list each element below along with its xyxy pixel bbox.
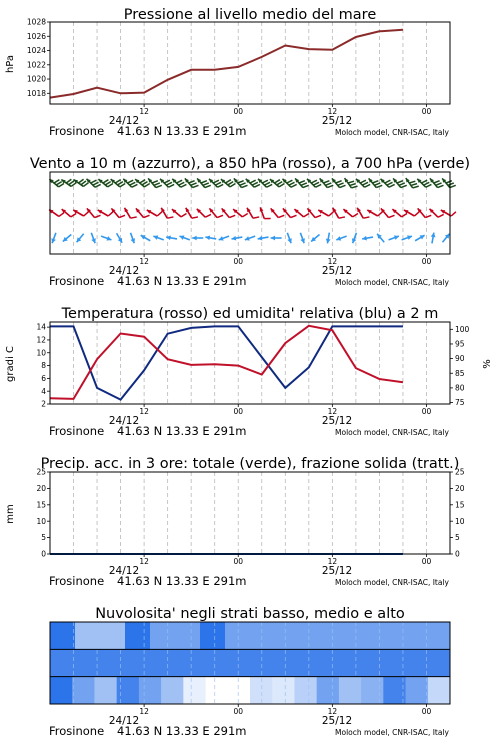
y-tick-label: 2 — [41, 399, 46, 409]
cloud-cell — [361, 677, 384, 704]
panel-3 — [5, 306, 493, 438]
x-tick-label: 00 — [233, 407, 244, 416]
cloud-cell — [425, 649, 451, 676]
y-tick-label: 8 — [41, 361, 46, 371]
y-tick-label: 5 — [41, 533, 46, 543]
y-tick-label: 6 — [41, 373, 46, 383]
cloud-cell — [139, 677, 162, 704]
y-tick-label: 20 — [455, 484, 465, 493]
cloud-cell — [339, 677, 362, 704]
x-tick-label: 12 — [327, 407, 338, 416]
location-coords: 41.63 N 13.33 E 291m — [117, 274, 247, 288]
x-tick-label: 00 — [421, 407, 432, 416]
model-credit: Moloch model, CNR-ISAC, Italy — [335, 428, 449, 437]
cloud-cell — [228, 677, 251, 704]
cloud-cell — [294, 677, 317, 704]
cloud-cell — [50, 677, 73, 704]
y-tick-label: 10 — [36, 516, 46, 526]
y-tick-label: 5 — [455, 533, 460, 543]
x-tick-label: 00 — [421, 707, 432, 716]
cloud-cell — [200, 622, 226, 649]
y-tick-label: 14 — [36, 322, 46, 332]
y-tick-label: 15 — [36, 500, 46, 510]
date-label: 24/12 — [108, 715, 140, 727]
location-name: Frosinone — [49, 424, 105, 438]
y-tick-label: 85 — [455, 368, 465, 378]
cloud-cell — [175, 649, 201, 676]
cloud-cell — [50, 622, 76, 649]
y-tick-label: 10 — [36, 348, 46, 358]
cloud-cell — [206, 677, 229, 704]
x-tick-label: 12 — [327, 557, 338, 566]
cloud-cell — [272, 677, 295, 704]
date-label: 25/12 — [321, 265, 353, 277]
chart-title: Precip. acc. in 3 ore: totale (verde), frazione solida (tratt.) — [40, 456, 460, 472]
cloud-cell — [350, 622, 376, 649]
cloud-cell — [72, 677, 95, 704]
cloud-cell — [325, 649, 351, 676]
cloud-cell — [300, 622, 326, 649]
x-tick-label: 00 — [233, 557, 244, 566]
x-tick-label: 12 — [139, 257, 149, 266]
cloud-cell — [300, 649, 326, 676]
y-tick-label: 15 — [455, 500, 465, 510]
chart-title: Nuvolosita' negli strati basso, medio e alto — [95, 606, 405, 622]
cloud-cell — [325, 622, 351, 649]
date-label: 25/12 — [321, 565, 353, 577]
panel-4 — [5, 456, 465, 588]
location-coords: 41.63 N 13.33 E 291m — [117, 724, 247, 738]
y-tick-label: 20 — [36, 484, 46, 493]
y-tick-label: 75 — [455, 398, 465, 408]
y-tick-label: 25 — [455, 467, 465, 477]
cloud-cell — [428, 677, 451, 704]
x-tick-label: 12 — [139, 407, 149, 416]
cloud-cell — [250, 649, 276, 676]
location-coords: 41.63 N 13.33 E 291m — [117, 574, 247, 588]
location-name: Frosinone — [49, 724, 105, 738]
cloud-cell — [117, 677, 140, 704]
date-label: 24/12 — [108, 265, 140, 277]
cloud-cell — [375, 649, 401, 676]
date-label: 25/12 — [321, 115, 353, 127]
x-tick-label: 00 — [421, 257, 432, 266]
y-tick-label: 1024 — [26, 46, 46, 56]
y-tick-label: 1020 — [26, 74, 46, 84]
location-name: Frosinone — [49, 124, 105, 138]
y-tick-label: 1018 — [26, 88, 46, 98]
panel-1 — [5, 7, 450, 138]
x-tick-label: 12 — [327, 707, 338, 716]
date-label: 25/12 — [321, 415, 353, 427]
cloud-cell — [200, 649, 226, 676]
cloud-cell — [400, 649, 426, 676]
cloud-cell — [125, 649, 151, 676]
y-tick-label: 0 — [455, 549, 460, 559]
y-tick-label: 1022 — [26, 60, 46, 70]
cloud-cell — [350, 649, 376, 676]
cloud-cell — [250, 622, 276, 649]
cloud-cell — [50, 649, 76, 676]
y-tick-label: 1026 — [26, 31, 46, 41]
cloud-cell — [161, 677, 184, 704]
y-tick-label: 25 — [36, 467, 46, 477]
x-tick-label: 12 — [327, 107, 338, 116]
x-tick-label: 12 — [139, 707, 149, 716]
x-tick-label: 12 — [327, 257, 338, 266]
cloud-cell — [100, 649, 126, 676]
x-tick-label: 00 — [233, 107, 244, 116]
panel-5 — [49, 606, 451, 738]
location-coords: 41.63 N 13.33 E 291m — [117, 124, 247, 138]
y-tick-label: 80 — [455, 383, 465, 393]
chart-title: Vento a 10 m (azzurro), a 850 hPa (rosso), a 700 hPa (verde) — [29, 156, 471, 172]
model-credit: Moloch model, CNR-ISAC, Italy — [335, 728, 449, 737]
cloud-cell — [100, 622, 126, 649]
cloud-cell — [225, 622, 251, 649]
x-tick-label: 00 — [233, 707, 244, 716]
cloud-cell — [125, 622, 151, 649]
y-axis-label: gradi C — [5, 346, 16, 382]
cloud-cell — [225, 649, 251, 676]
cloud-cell — [425, 622, 451, 649]
y-tick-label: 10 — [455, 516, 465, 526]
y-tick-label: 1028 — [26, 17, 46, 27]
x-tick-label: 12 — [139, 557, 149, 566]
y-tick-label: 12 — [36, 335, 46, 345]
x-tick-label: 00 — [421, 557, 432, 566]
cloud-cell — [150, 649, 176, 676]
location-name: Frosinone — [49, 274, 105, 288]
date-label: 24/12 — [108, 415, 140, 427]
location-coords: 41.63 N 13.33 E 291m — [117, 424, 247, 438]
model-credit: Moloch model, CNR-ISAC, Italy — [335, 278, 449, 287]
chart-title: Pressione al livello medio del mare — [123, 7, 377, 23]
y-tick-label: 95 — [455, 339, 465, 349]
cloud-cell — [375, 622, 401, 649]
y-tick-label: 4 — [41, 386, 46, 396]
y-tick-label: 90 — [455, 354, 465, 364]
cloud-cell — [400, 622, 426, 649]
y-tick-label: 100 — [455, 324, 470, 334]
date-label: 24/12 — [108, 115, 140, 127]
x-tick-label: 12 — [139, 107, 149, 116]
plot-background — [50, 472, 450, 554]
x-tick-label: 00 — [233, 257, 244, 266]
cloud-cell — [250, 677, 273, 704]
cloud-cell — [175, 622, 201, 649]
cloud-cell — [275, 649, 301, 676]
cloud-cell — [406, 677, 429, 704]
plot-background — [50, 322, 450, 404]
date-label: 24/12 — [108, 565, 140, 577]
chart-title: Temperatura (rosso) ed umidita' relativa (blu) a 2 m — [61, 306, 439, 322]
model-credit: Moloch model, CNR-ISAC, Italy — [335, 578, 449, 587]
location-name: Frosinone — [49, 574, 105, 588]
panel-2 — [30, 156, 470, 288]
y-axis-label: mm — [5, 504, 16, 524]
cloud-cell — [183, 677, 206, 704]
cloud-cell — [150, 622, 176, 649]
model-credit: Moloch model, CNR-ISAC, Italy — [335, 128, 449, 137]
cloud-cell — [317, 677, 340, 704]
cloud-cell — [275, 622, 301, 649]
x-tick-label: 00 — [421, 107, 432, 116]
date-label: 25/12 — [321, 715, 353, 727]
y-tick-label: 0 — [41, 549, 46, 559]
wind-barb-flag — [451, 212, 456, 216]
wind-barb-flag — [450, 185, 456, 187]
y-axis-label: % — [482, 359, 493, 369]
cloud-cell — [94, 677, 117, 704]
y-axis-label: hPa — [5, 54, 16, 74]
